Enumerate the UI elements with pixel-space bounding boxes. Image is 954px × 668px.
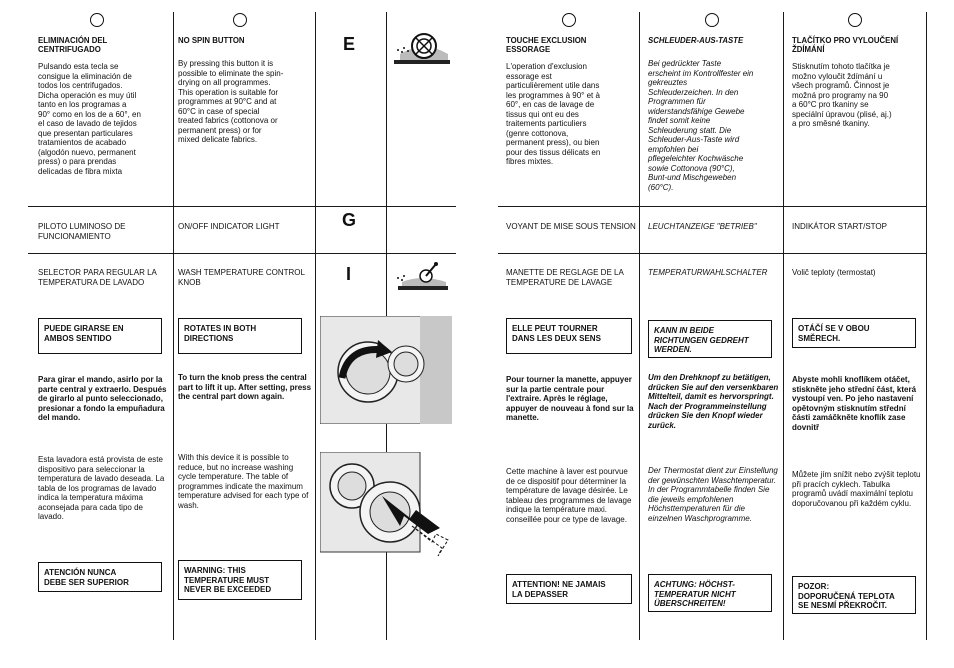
right-page: [498, 0, 954, 668]
thermometer-icon: [392, 260, 452, 294]
section-title: TLAČÍTKO PRO VYLOUČENÍ ŽDÍMÁNÍ: [792, 36, 899, 54]
callout-box: OTÁČÍ SE V OBOU SMĚRECH.: [792, 318, 916, 348]
section-body: By pressing this button it is possible to eliminate the spin- drying on all programmes. This operation is suitable for programmes at 90°C and at 60°C in case of special treated fabrics (cottonova or permanent press) or for mixed delicate fabrics.: [178, 59, 284, 144]
page-marker-circle: [705, 13, 719, 27]
no-spin-icon: [390, 30, 454, 68]
section-title: INDIKÁTOR START/STOP: [792, 222, 887, 231]
warning-box: ATTENTION! NE JAMAIS LA DEPASSER: [506, 574, 632, 604]
divider: [315, 12, 316, 640]
instruction-text: Pour tourner la manette, appuyer sur la partie centrale pour l'extraire. Après le réglage, appuyer de nouveau à fond sur la manette.: [506, 375, 634, 422]
section-body: Bei gedrückter Taste erscheint im Kontrollfester ein gekreuztes Schleuderzeichen. In den Programmen für widerstandsfähige Gewebe findet somit keine Schleuderung statt. Die Schleuder-Aus-Taste wird empfohlen bei pflegeleichter Kochwäsche sowie Cottonova (90°C), Bunt-und Mischgeweben (60°C).: [648, 59, 754, 192]
divider: [926, 12, 927, 640]
page-marker-circle: [848, 13, 862, 27]
column-czech: [792, 36, 924, 129]
section-body: Cette machine à laver est pourvue de ce dispositif pour déterminer la température de lavage désirée. Le tableau des programmes de lavage indique la température maxi. conseillée pour ce type de lavage.: [506, 467, 632, 524]
page-marker-circle: [90, 13, 104, 27]
section-title: VOYANT DE MISE SOUS TENSION: [506, 222, 636, 231]
section-body: Můžete jím snížit nebo zvýšit teplotu při pracích cyklech. Tabulka programů uvádí maximální teplotu doporučovanou při každém cyklu.: [792, 470, 921, 508]
divider: [498, 253, 926, 254]
page-marker-circle: [562, 13, 576, 27]
divider: [173, 12, 174, 640]
column-french: [506, 36, 636, 167]
callout-box: PUEDE GIRARSE EN AMBOS SENTIDO: [38, 318, 162, 354]
language-letter-g: G: [342, 210, 357, 230]
section-title: SCHLEUDER-AUS-TASTE: [648, 36, 744, 45]
section-title: ELIMINACIÓN DEL CENTRIFUGADO: [38, 36, 108, 54]
left-page: [28, 0, 484, 668]
section-title: Volič teploty (termostat): [792, 268, 876, 277]
section-body: L'operation d'exclusion essorage est particulièrement utile dans les programmes à 90° et à 60°, en cas de lavage de tissus qui ont eu des traitements particuliers (genre cottonova, permanent press), ou bien pour des tissus délicats en fibres mixtes.: [506, 62, 601, 166]
section-body: Esta lavadora está provista de este dispositivo para seleccionar la temperatura de lavado deseada. La tabla de los programas de lavado indica la temperatura máxima aconsejada para cada tipo de lavado.: [38, 455, 165, 521]
section-title: NO SPIN BUTTON: [178, 36, 245, 45]
language-letter-i: I: [346, 264, 352, 284]
divider: [28, 253, 456, 254]
callout-box: ROTATES IN BOTH DIRECTIONS: [178, 318, 302, 354]
section-title: WASH TEMPERATURE CONTROL KNOB: [178, 268, 305, 287]
section-body: Stisknutím tohoto tlačítka je možno vyloučit ždímání u všech programů. Činnost je možná pro programy na 90 a 60°C pro tkaniny se speciální úpravou (plisé, aj.) a pro směsné tkaniny.: [792, 62, 892, 128]
page-marker-circle: [233, 13, 247, 27]
section-body: With this device it is possible to reduce, but no increase washing cycle temperature. The table of programmes indicate the maximum temperature advised for each type of wash.: [178, 453, 309, 510]
section-body: Pulsando esta tecla se consigue la eliminación de todos los centrifugados. Dicha operación es muy útil tanto en los programas a 90° como en los de a 60°, en el caso de lavado de tejidos que presentan particulares tratamientos de acabado (algodón nuevo, permanent press) o para prendas delicadas de fibra mixta: [38, 62, 141, 176]
warning-box: ATENCIÓN NUNCA DEBE SER SUPERIOR: [38, 562, 162, 592]
instruction-text: Um den Drehknopf zu betätigen, drücken Sie auf den versenkbaren Mittelteil, damit es hervorspringt. Nach der Programmeinstellung drücken Sie den Knopf wieder zurück.: [648, 373, 779, 430]
divider: [783, 12, 784, 640]
column-english: [178, 36, 312, 145]
warning-box: POZOR: DOPORUČENÁ TEPLOTA SE NESMÍ PŘEKROČIT.: [792, 576, 916, 614]
section-title: ON/OFF INDICATOR LIGHT: [178, 222, 280, 231]
knob-rotation-illustration: [320, 316, 452, 424]
section-title: TEMPERATURWAHLSCHALTER: [648, 268, 768, 277]
instruction-text: Abyste mohli knoflíkem otáčet, stiskněte jeho střední část, která vystoupí ven. Po jeho nastavení opětovným stisknutím střední části zamáčkněte knoflík zase dovnitř: [792, 375, 917, 432]
section-title: SELECTOR PARA REGULAR LA TEMPERATURA DE LAVADO: [38, 268, 157, 287]
column-german: [648, 36, 780, 192]
warning-box: WARNING: THIS TEMPERATURE MUST NEVER BE EXCEEDED: [178, 560, 302, 600]
instruction-text: Para girar el mando, asirlo por la parte central y extraerlo. Después de girarlo al punto seleccionado, presionar a fondo la empuñadura del mando.: [38, 375, 167, 422]
divider: [498, 206, 926, 207]
warning-box: ACHTUNG: HÖCHST- TEMPERATUR NICHT ÜBERSCHREITEN!: [648, 574, 772, 612]
callout-box: KANN IN BEIDE RICHTUNGEN GEDREHT WERDEN.: [648, 320, 772, 358]
instruction-text: To turn the knob press the central part to lift it up. After setting, press the central part down again.: [178, 373, 312, 401]
section-title: TOUCHE EXCLUSION ESSORAGE: [506, 36, 587, 54]
language-letter-e: E: [343, 34, 356, 54]
divider: [28, 206, 456, 207]
divider: [639, 12, 640, 640]
knob-press-illustration: [320, 452, 452, 560]
section-body: Der Thermostat dient zur Einstellung der gewünschten Waschtemperatur. In der Programmtabelle finden Sie die jeweils empfohlenen Höchsttemperaturen für die einzelnen Waschprogramme.: [648, 466, 778, 523]
section-title: MANETTE DE REGLAGE DE LA TEMPERATURE DE LAVAGE: [506, 268, 624, 287]
section-title: PILOTO LUMINOSO DE FUNCIONAMIENTO: [38, 222, 126, 241]
column-spanish: [38, 36, 170, 176]
callout-box: ELLE PEUT TOURNER DANS LES DEUX SENS: [506, 318, 632, 354]
section-title: LEUCHTANZEIGE "BETRIEB": [648, 222, 757, 231]
